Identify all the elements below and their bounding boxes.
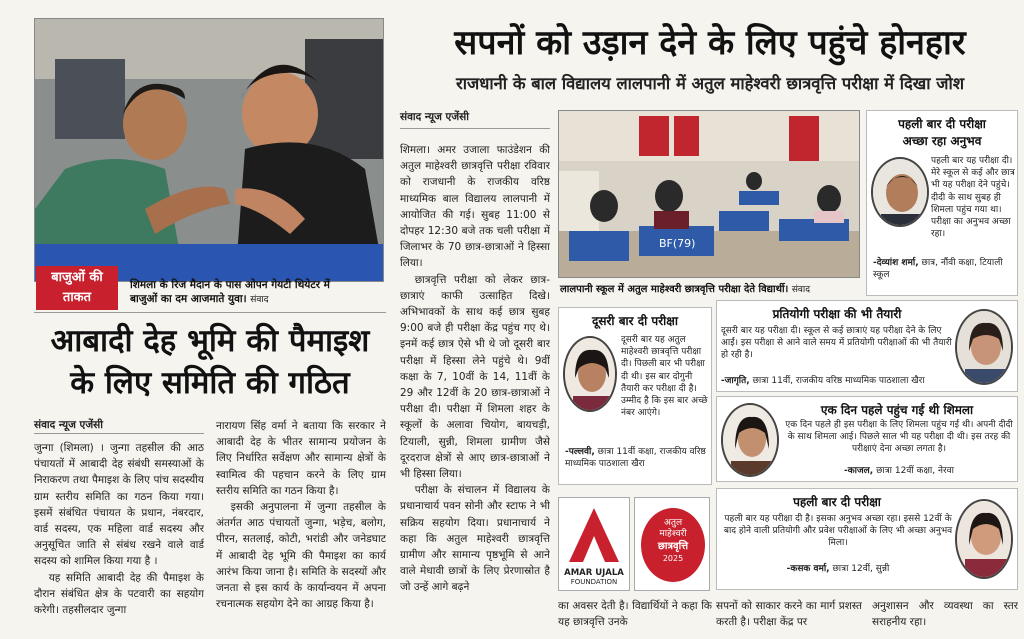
quote-box-jagriti bbox=[716, 300, 1018, 392]
quote4-name: -कसक वर्मा, bbox=[786, 564, 830, 574]
caption-line2: बाजुओं का दम आजमाते युवा। bbox=[130, 293, 247, 305]
student-portrait bbox=[957, 501, 1013, 579]
quote0-text: पहली बार यह परीक्षा दी। मेरे स्कूल से कई और छात्र भी यह परीक्षा देने पहुंचे। दीदी के साथ सुबह ही शिमला पहुंच गया था। परीक्षा का अनुभव अच्छा रहा। bbox=[931, 156, 1015, 240]
left-col2-para2: इसकी अनुपालना में जुन्गा तहसील के अंतर्गत आठ पंचायतों जुन्गा, भड़ेच, बलोग, पीरन, सतलाई, कोटी, भरांडी और जनेडघाट में आबादी देह भूमि की पैमाइश का कार्य आरंभ किया जाना है। समिति के सदस्यों और जनता से इस कार्य के कार्यान्वयन में अपना रचनात्मक सहयोग देने का आग्रह किया है। bbox=[216, 501, 386, 611]
left-story-col2 bbox=[216, 418, 386, 635]
quote3-text: एक दिन पहले ही इस परीक्षा के लिए शिमला पहुंच गई थी। अपनी दीदी के साथ शिमला आई। पिछले साल भी यह परीक्षा दी थी। इस तरह की परीक्षाएं देना अच्छा लगता है। bbox=[785, 420, 1013, 454]
quote2-attribution bbox=[721, 375, 961, 388]
scholarship-line2: माहेश्वरी bbox=[659, 529, 687, 539]
main-col-para1: शिमला। अमर उजाला फाउंडेशन की अतुल माहेश्वरी छात्रवृत्ति परीक्षा रविवार को राजधानी के राजकीय वरिष्ठ माध्यमिक बाल विद्यालय लालपानी में आयोजित की गई। सुबह 11:00 से दोपहर 12:30 बजे तक चली परीक्षा में जिलाभर के 70 छात्र-छात्राओं ने हिस्सा लिया। bbox=[400, 144, 550, 270]
bottom-text1: का अवसर देती है। विद्यार्थियों ने कहा कि यह छात्रवृत्ति उनके bbox=[558, 600, 712, 629]
divider bbox=[34, 312, 386, 313]
quote4-text: पहली बार यह परीक्षा दी है। इसका अनुभव अच्छा रहा। इससे 12वीं के बाद होने वाली प्रतियोगी और प्रवेश परीक्षाओं के लिए भी अच्छा अनुभव मिला। bbox=[723, 514, 953, 548]
quote0-title-line2: अच्छा रहा अनुभव bbox=[902, 134, 982, 148]
left-col1-para1: जुन्गा (शिमला) । जुन्गा तहसील की आठ पंचायतों में आबादी देह संबंधी समस्याओं के निराकरण तथा पैमाइश के लिए पांच सदस्यीय ग्राम स्तरीय समिति का गठन किया गया। इसमें संबंधित पंचायत के प्रधान, नंबरदार, वार्ड सदस्य, एक महिला वार्ड सदस्य और अनुसूचित जाति से संबंध रखने वाले वार्ड सदस्य को शामिल किया गया है । bbox=[34, 442, 204, 568]
main-bottom-col3 bbox=[872, 598, 1018, 636]
avatar bbox=[563, 336, 617, 412]
quote3-name: -काजल, bbox=[844, 466, 874, 476]
main-story-col bbox=[400, 142, 550, 637]
left-byline: संवाद न्यूज एजेंसी bbox=[34, 419, 103, 431]
logo-text-line2: FOUNDATION bbox=[570, 578, 618, 586]
bottom-text3: अनुशासन और व्यवस्था का स्तर सराहनीय रहा। bbox=[872, 600, 1018, 629]
amar-ujala-a-mark bbox=[559, 504, 629, 568]
left-col2-para1: नारायण सिंह वर्मा ने बताया कि सरकार ने आबादी देह के भीतर सामान्य प्रयोजन के लिए निर्धारित सर्वेक्षण और सामान्य क्षेत्रों के स्वामित्व की पहचान करने के लिए ग्राम स्तरीय समिति का गठन किया है। bbox=[216, 420, 386, 497]
main-subheadline: राजधानी के बाल विद्यालय लालपानी में अतुल माहेश्वरी छात्रवृत्ति परीक्षा में दिखा जोश bbox=[455, 74, 965, 93]
quote-box-devyansh bbox=[866, 110, 1018, 296]
scholarship-badge bbox=[641, 508, 705, 582]
scholarship-year: 2025 bbox=[662, 554, 684, 563]
exam-hall-photo bbox=[558, 110, 860, 278]
quote2-detail: छात्रा 11वीं, राजकीय वरिष्ठ माध्यमिक पाठशाला खैरा bbox=[752, 376, 925, 386]
quote2-name: -जागृति, bbox=[721, 376, 750, 386]
scholarship-line3: छात्रवृत्ति bbox=[657, 541, 689, 552]
caption-credit: संवाद bbox=[250, 295, 269, 305]
quote3-detail: छात्रा 12वीं कक्षा, नेरवा bbox=[876, 466, 954, 476]
quote3-attribution bbox=[783, 465, 1015, 478]
student-portrait bbox=[723, 405, 779, 477]
quote4-detail: छात्रा 12वीं, सुन्नी bbox=[832, 564, 890, 574]
exam-hall-illustration bbox=[559, 111, 860, 278]
quote2-text: दूसरी बार यह परीक्षा दी। स्कूल से कई छात्राएं यह परीक्षा देने के लिए आईं। इस परीक्षा से आने वाले समय में प्रतियोगी परीक्षाओं की भी तैयारी हो रही है। bbox=[721, 326, 952, 360]
amar-ujala-foundation-logo bbox=[558, 497, 630, 591]
photo-tag-line2: ताकत bbox=[62, 290, 92, 305]
divider bbox=[400, 128, 550, 129]
photo-tag-line1: बाजुओं की bbox=[51, 270, 103, 285]
main-bottom-col1 bbox=[558, 598, 712, 636]
logo-text-line1: AMAR UJALA bbox=[564, 568, 624, 578]
left-headline bbox=[34, 320, 386, 404]
exam-caption-text: लालपानी स्कूल में अतुल माहेश्वरी छात्रवृत्ति परीक्षा देते विद्यार्थी। bbox=[560, 284, 789, 295]
main-col-para3: परीक्षा के संचालन में विद्यालय के प्रधानाचार्य पवन सोनी और स्टाफ ने भी सक्रिय सहयोग दिया। प्रधानाचार्य ने कहा कि अतुल माहेश्वरी छात्रवृत्ति ग्रामीण और सामान्य पृष्ठभूमि से आने वाले मेधावी छात्रों के लिए प्रेरणास्रोत है जो उन्हें आगे बढ़ने bbox=[400, 484, 550, 594]
quote0-title-line1: पहली बार दी परीक्षा bbox=[898, 117, 986, 131]
avatar bbox=[721, 403, 779, 477]
divider bbox=[34, 433, 204, 434]
desk-label: BF(79) bbox=[659, 237, 696, 250]
left-headline-line1: आबादी देह भूमि की पैमाइश bbox=[50, 323, 370, 359]
quote-box-kasak bbox=[716, 488, 1018, 590]
scholarship-logo bbox=[634, 497, 710, 591]
left-col1-para2: यह समिति आबादी देह की पैमाइश के दौरान संबंधित क्षेत्र के पटवारी का सहयोग करेगी। तहसीलदार जुन्गा bbox=[34, 571, 204, 617]
quote4-attribution bbox=[721, 563, 955, 576]
scholarship-line1: अतुल bbox=[663, 518, 683, 528]
avatar bbox=[955, 499, 1013, 579]
arm-wrestling-caption bbox=[130, 278, 390, 307]
quote1-name: -पल्लवी, bbox=[565, 447, 595, 457]
quote1-text: दूसरी बार यह अतुल माहेश्वरी छात्रवृत्ति परीक्षा दी। पिछली बार भी परीक्षा दी थी। इस बार दोगुनी तैयारी कर परीक्षा दी है। उम्मीद है कि इस बार अच्छे नंबर आएंगे। bbox=[621, 335, 708, 419]
photo-tag bbox=[36, 266, 118, 310]
avatar bbox=[955, 309, 1013, 385]
quote1-title: दूसरी बार दी परीक्षा bbox=[592, 314, 678, 328]
caption-line1: शिमला के रिज मैदान के पास ओपन गेयटी थियेटर में bbox=[130, 279, 330, 291]
quote0-name: -देव्यांश शर्मा, bbox=[873, 258, 919, 268]
left-story-col1 bbox=[34, 440, 204, 635]
quote-box-pallavi bbox=[558, 307, 712, 485]
quote1-attribution bbox=[565, 446, 709, 470]
main-col-para2: छात्रवृत्ति परीक्षा को लेकर छात्र-छात्राएं काफी उत्साहित दिखे। अभिभावकों के साथ कई छात्र सुबह 9:00 बजे ही परीक्षा केंद्र पहुंच गए थे। इनमें कई छात्र ऐसे भी थे जो दूसरी बार परीक्षा में हिस्सा लेने पहुंचे थे। 9वीं कक्षा के 7, 10वीं के 14, 11वीं के 29 और 12वीं के 20 छात्र-छात्राओं ने परीक्षा दी। परीक्षा में शिमला शहर के स्कूलों के अलावा चियोग, बायचड़ी, टियाली, सुन्नी, शिमला ग्रामीण जैसे दूरदराज क्षेत्रों से आए छात्र-छात्राओं ने भी हिस्सा लिया। bbox=[400, 273, 550, 481]
exam-caption-credit: संवाद bbox=[791, 285, 811, 295]
arm-wrestling-illustration bbox=[35, 19, 384, 282]
avatar bbox=[871, 157, 929, 227]
student-portrait bbox=[957, 311, 1013, 385]
main-headline: सपनों को उड़ान देने के लिए पहुंचे होनहार bbox=[454, 23, 966, 63]
quote4-title: पहली बार दी परीक्षा bbox=[793, 495, 881, 509]
left-headline-line2: के लिए समिति की गठित bbox=[70, 365, 350, 401]
exam-hall-caption bbox=[560, 283, 862, 297]
main-bottom-col2 bbox=[716, 598, 862, 636]
quote0-attribution bbox=[873, 257, 1015, 281]
student-portrait bbox=[565, 338, 617, 412]
quote0-detail: छात्र, नौंवी कक्षा, टियाली स्कूल bbox=[873, 258, 1003, 280]
main-byline: संवाद न्यूज एजेंसी bbox=[400, 111, 469, 123]
bottom-text2: सपनों को साकार करने का मार्ग प्रशस्त करती है। परीक्षा केंद्र पर bbox=[716, 600, 862, 629]
quote-box-kajal bbox=[716, 396, 1018, 482]
quote3-title: एक दिन पहले पहुंच गई थी शिमला bbox=[820, 403, 974, 417]
student-portrait bbox=[873, 159, 929, 227]
quote1-detail: छात्रा 11वीं कक्षा, राजकीय वरिष्ठ माध्यमिक पाठशाला खैरा bbox=[565, 447, 706, 469]
arm-wrestling-photo bbox=[34, 18, 384, 282]
quote2-title: प्रतियोगी परीक्षा की भी तैयारी bbox=[772, 307, 902, 321]
